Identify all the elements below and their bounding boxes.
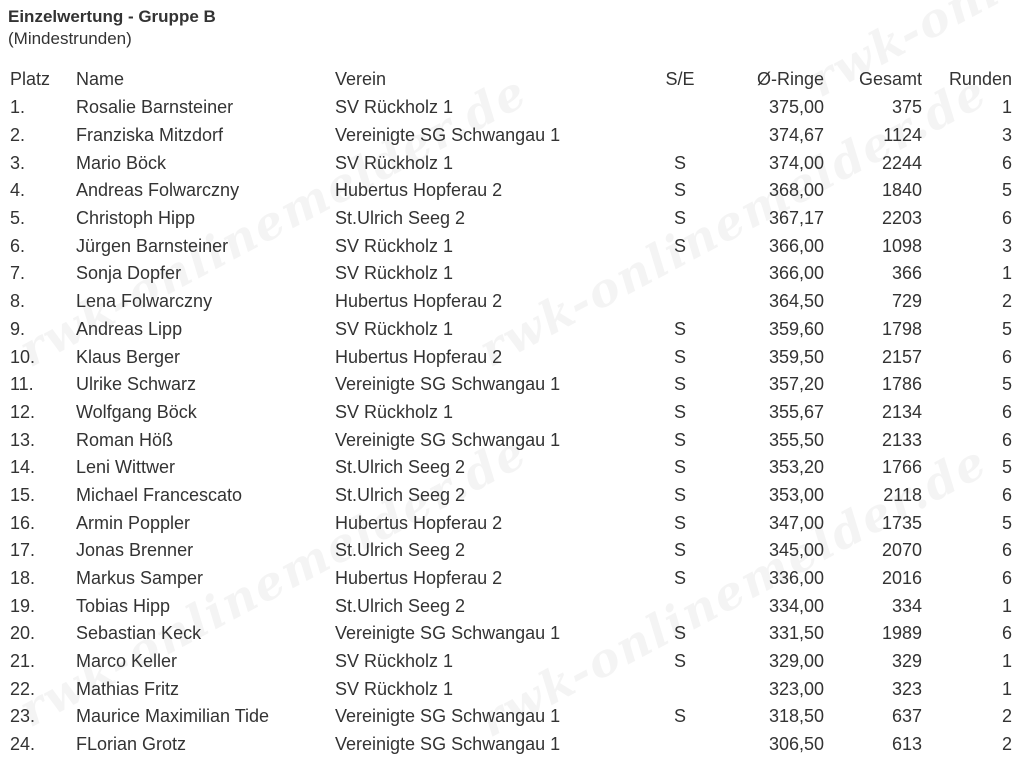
- cell-name: Jonas Brenner: [76, 540, 194, 561]
- cell-se: S: [673, 374, 686, 395]
- cell-gesamt: 1735: [881, 512, 922, 533]
- cell-name: Andreas Folwarczny: [76, 180, 240, 201]
- cell-se: S: [673, 651, 686, 672]
- table-row: [0, 149, 1024, 177]
- column-header-gesamt: Gesamt: [858, 68, 922, 89]
- cell-verein: St.Ulrich Seeg 2: [335, 540, 466, 561]
- table-row: [0, 371, 1024, 399]
- table-row: [0, 316, 1024, 344]
- cell-verein: Vereinigte SG Schwangau 1: [335, 125, 561, 146]
- cell-verein: Hubertus Hopferau 2: [335, 346, 503, 367]
- cell-name: Leni Wittwer: [76, 457, 176, 478]
- cell-platz: 18.: [10, 568, 36, 589]
- cell-se: S: [673, 235, 686, 256]
- cell-platz: 1.: [10, 97, 26, 118]
- table-row: [0, 482, 1024, 510]
- cell-name: Roman Höß: [76, 429, 174, 450]
- cell-runden: 6: [1001, 568, 1012, 589]
- cell-ringe: 353,20: [768, 457, 824, 478]
- cell-name: Lena Folwarczny: [76, 291, 213, 312]
- cell-se: S: [673, 318, 686, 339]
- cell-ringe: 375,00: [768, 97, 824, 118]
- cell-platz: 12.: [10, 401, 36, 422]
- cell-gesamt: 2244: [881, 152, 922, 173]
- cell-gesamt: 323: [891, 678, 922, 699]
- cell-platz: 2.: [10, 125, 26, 146]
- cell-ringe: 318,50: [768, 706, 824, 727]
- cell-ringe: 364,50: [768, 291, 824, 312]
- cell-se: S: [673, 208, 686, 229]
- cell-se: S: [673, 568, 686, 589]
- cell-gesamt: 1798: [881, 318, 922, 339]
- column-header-runden: Runden: [948, 68, 1012, 89]
- cell-name: Klaus Berger: [76, 346, 181, 367]
- table-row: [0, 232, 1024, 260]
- cell-se: [635, 260, 725, 288]
- column-header-ringe: Ø-Ringe: [756, 68, 824, 89]
- cell-verein: Hubertus Hopferau 2: [335, 512, 503, 533]
- cell-ringe: 366,00: [768, 235, 824, 256]
- cell-se: S: [673, 180, 686, 201]
- cell-name: Michael Francescato: [76, 484, 243, 505]
- cell-se: S: [673, 401, 686, 422]
- cell-se: S: [673, 623, 686, 644]
- table-row: [0, 703, 1024, 731]
- cell-runden: 6: [1001, 208, 1012, 229]
- cell-platz: 9.: [10, 318, 26, 339]
- cell-se: [635, 675, 725, 703]
- page-subtitle: (Mindestrunden): [8, 29, 132, 48]
- cell-verein: Vereinigte SG Schwangau 1: [335, 734, 561, 755]
- cell-ringe: 334,00: [768, 595, 824, 616]
- table-row: [0, 205, 1024, 233]
- page-header: [8, 6, 216, 50]
- cell-ringe: 353,00: [768, 484, 824, 505]
- cell-runden: 5: [1001, 457, 1012, 478]
- cell-gesamt: 2016: [881, 568, 922, 589]
- cell-ringe: 357,20: [768, 374, 824, 395]
- cell-gesamt: 2203: [881, 208, 922, 229]
- cell-verein: Vereinigte SG Schwangau 1: [335, 623, 561, 644]
- table-row: [0, 592, 1024, 620]
- cell-runden: 3: [1001, 235, 1012, 256]
- cell-verein: SV Rückholz 1: [335, 678, 454, 699]
- cell-verein: St.Ulrich Seeg 2: [335, 457, 466, 478]
- table-row: [0, 94, 1024, 122]
- cell-runden: 6: [1001, 623, 1012, 644]
- table-row: [0, 122, 1024, 150]
- cell-verein: SV Rückholz 1: [335, 401, 454, 422]
- cell-se: S: [673, 346, 686, 367]
- cell-se: S: [673, 429, 686, 450]
- table-row: [0, 731, 1024, 759]
- cell-ringe: 347,00: [768, 512, 824, 533]
- cell-ringe: 374,00: [768, 152, 824, 173]
- cell-runden: 6: [1001, 401, 1012, 422]
- cell-verein: SV Rückholz 1: [335, 235, 454, 256]
- cell-ringe: 355,67: [768, 401, 824, 422]
- cell-verein: SV Rückholz 1: [335, 263, 454, 284]
- cell-verein: Vereinigte SG Schwangau 1: [335, 706, 561, 727]
- cell-name: Ulrike Schwarz: [76, 374, 197, 395]
- cell-verein: SV Rückholz 1: [335, 152, 454, 173]
- cell-gesamt: 1098: [881, 235, 922, 256]
- cell-gesamt: 1766: [881, 457, 922, 478]
- cell-runden: 2: [1001, 734, 1012, 755]
- cell-platz: 20.: [10, 623, 36, 644]
- cell-se: [635, 288, 725, 316]
- cell-se: [635, 94, 725, 122]
- cell-gesamt: 1786: [881, 374, 922, 395]
- cell-runden: 5: [1001, 318, 1012, 339]
- cell-verein: St.Ulrich Seeg 2: [335, 208, 466, 229]
- cell-verein: Hubertus Hopferau 2: [335, 568, 503, 589]
- cell-runden: 2: [1001, 291, 1012, 312]
- table-row: [0, 288, 1024, 316]
- cell-gesamt: 1840: [881, 180, 922, 201]
- cell-name: Markus Samper: [76, 568, 204, 589]
- table-row: [0, 648, 1024, 676]
- cell-se: S: [673, 484, 686, 505]
- cell-name: Wolfgang Böck: [76, 401, 197, 422]
- cell-gesamt: 637: [891, 706, 922, 727]
- table-row: [0, 509, 1024, 537]
- cell-platz: 17.: [10, 540, 36, 561]
- cell-runden: 5: [1001, 374, 1012, 395]
- cell-name: Armin Poppler: [76, 512, 191, 533]
- cell-gesamt: 1989: [881, 623, 922, 644]
- cell-runden: 6: [1001, 484, 1012, 505]
- cell-runden: 1: [1001, 97, 1012, 118]
- cell-gesamt: 375: [891, 97, 922, 118]
- cell-gesamt: 366: [891, 263, 922, 284]
- cell-runden: 2: [1001, 706, 1012, 727]
- cell-verein: SV Rückholz 1: [335, 651, 454, 672]
- cell-gesamt: 334: [891, 595, 922, 616]
- cell-platz: 23.: [10, 706, 36, 727]
- cell-verein: Hubertus Hopferau 2: [335, 291, 503, 312]
- table-row: [0, 260, 1024, 288]
- column-header-se: S/E: [665, 68, 695, 89]
- cell-verein: Vereinigte SG Schwangau 1: [335, 374, 561, 395]
- cell-ringe: 345,00: [768, 540, 824, 561]
- cell-name: Mario Böck: [76, 152, 167, 173]
- cell-platz: 11.: [10, 374, 34, 395]
- cell-gesamt: 329: [891, 651, 922, 672]
- cell-se: S: [673, 457, 686, 478]
- cell-name: Rosalie Barnsteiner: [76, 97, 234, 118]
- cell-verein: SV Rückholz 1: [335, 97, 454, 118]
- cell-ringe: 374,67: [768, 125, 824, 146]
- cell-platz: 8.: [10, 291, 26, 312]
- cell-runden: 1: [1001, 595, 1012, 616]
- cell-platz: 4.: [10, 180, 26, 201]
- cell-verein: SV Rückholz 1: [335, 318, 454, 339]
- table-row: [0, 454, 1024, 482]
- table-row: [0, 177, 1024, 205]
- cell-gesamt: 2157: [881, 346, 922, 367]
- cell-ringe: 367,17: [768, 208, 824, 229]
- cell-platz: 21.: [10, 651, 36, 672]
- cell-platz: 16.: [10, 512, 36, 533]
- column-header-platz: Platz: [10, 68, 51, 89]
- cell-name: Jürgen Barnsteiner: [76, 235, 229, 256]
- cell-ringe: 355,50: [768, 429, 824, 450]
- cell-verein: St.Ulrich Seeg 2: [335, 595, 466, 616]
- cell-verein: Hubertus Hopferau 2: [335, 180, 503, 201]
- cell-platz: 22.: [10, 678, 36, 699]
- cell-runden: 1: [1001, 678, 1012, 699]
- table-row: [0, 565, 1024, 593]
- cell-gesamt: 613: [891, 734, 922, 755]
- cell-name: Marco Keller: [76, 651, 178, 672]
- cell-platz: 5.: [10, 208, 26, 229]
- cell-platz: 13.: [10, 429, 36, 450]
- cell-runden: 6: [1001, 346, 1012, 367]
- cell-se: S: [673, 706, 686, 727]
- table-row: [0, 537, 1024, 565]
- table-row: [0, 620, 1024, 648]
- cell-platz: 3.: [10, 152, 26, 173]
- cell-runden: 1: [1001, 651, 1012, 672]
- cell-platz: 24.: [10, 734, 36, 755]
- cell-ringe: 329,00: [768, 651, 824, 672]
- cell-ringe: 366,00: [768, 263, 824, 284]
- cell-name: Christoph Hipp: [76, 208, 196, 229]
- cell-gesamt: 2118: [883, 484, 922, 505]
- cell-name: Franziska Mitzdorf: [76, 125, 224, 146]
- table-row: [0, 399, 1024, 427]
- cell-platz: 15.: [10, 484, 36, 505]
- cell-runden: 6: [1001, 540, 1012, 561]
- cell-ringe: 359,60: [768, 318, 824, 339]
- cell-platz: 14.: [10, 457, 36, 478]
- cell-se: [635, 592, 725, 620]
- table-row: [0, 343, 1024, 371]
- column-header-verein: Verein: [335, 68, 387, 89]
- cell-runden: 5: [1001, 512, 1012, 533]
- cell-ringe: 323,00: [768, 678, 824, 699]
- cell-name: Tobias Hipp: [76, 595, 171, 616]
- cell-ringe: 336,00: [768, 568, 824, 589]
- cell-name: Mathias Fritz: [76, 678, 180, 699]
- cell-se: S: [673, 512, 686, 533]
- cell-name: Sonja Dopfer: [76, 263, 182, 284]
- cell-name: Sebastian Keck: [76, 623, 202, 644]
- cell-platz: 10.: [10, 346, 36, 367]
- cell-runden: 1: [1001, 263, 1012, 284]
- cell-platz: 7.: [10, 263, 26, 284]
- page-title: Einzelwertung - Gruppe B: [8, 7, 216, 26]
- cell-se: S: [673, 540, 686, 561]
- ranking-table: [0, 64, 1024, 759]
- column-header-name: Name: [76, 68, 125, 89]
- cell-runden: 3: [1001, 125, 1012, 146]
- cell-name: Andreas Lipp: [76, 318, 183, 339]
- cell-gesamt: 2133: [881, 429, 922, 450]
- cell-se: S: [673, 152, 686, 173]
- cell-gesamt: 1124: [883, 125, 922, 146]
- cell-verein: Vereinigte SG Schwangau 1: [335, 429, 561, 450]
- table-row: [0, 675, 1024, 703]
- cell-ringe: 359,50: [768, 346, 824, 367]
- cell-se: [635, 731, 725, 759]
- table-header-row: [0, 64, 1024, 94]
- table-row: [0, 426, 1024, 454]
- cell-ringe: 368,00: [768, 180, 824, 201]
- cell-name: FLorian Grotz: [76, 734, 187, 755]
- cell-runden: 6: [1001, 429, 1012, 450]
- cell-gesamt: 2134: [881, 401, 922, 422]
- cell-ringe: 306,50: [768, 734, 824, 755]
- cell-verein: St.Ulrich Seeg 2: [335, 484, 466, 505]
- cell-gesamt: 729: [891, 291, 922, 312]
- cell-ringe: 331,50: [768, 623, 824, 644]
- cell-runden: 6: [1001, 152, 1012, 173]
- cell-platz: 19.: [10, 595, 36, 616]
- cell-runden: 5: [1001, 180, 1012, 201]
- cell-se: [635, 122, 725, 150]
- cell-name: Maurice Maximilian Tide: [76, 706, 270, 727]
- cell-platz: 6.: [10, 235, 26, 256]
- cell-gesamt: 2070: [881, 540, 922, 561]
